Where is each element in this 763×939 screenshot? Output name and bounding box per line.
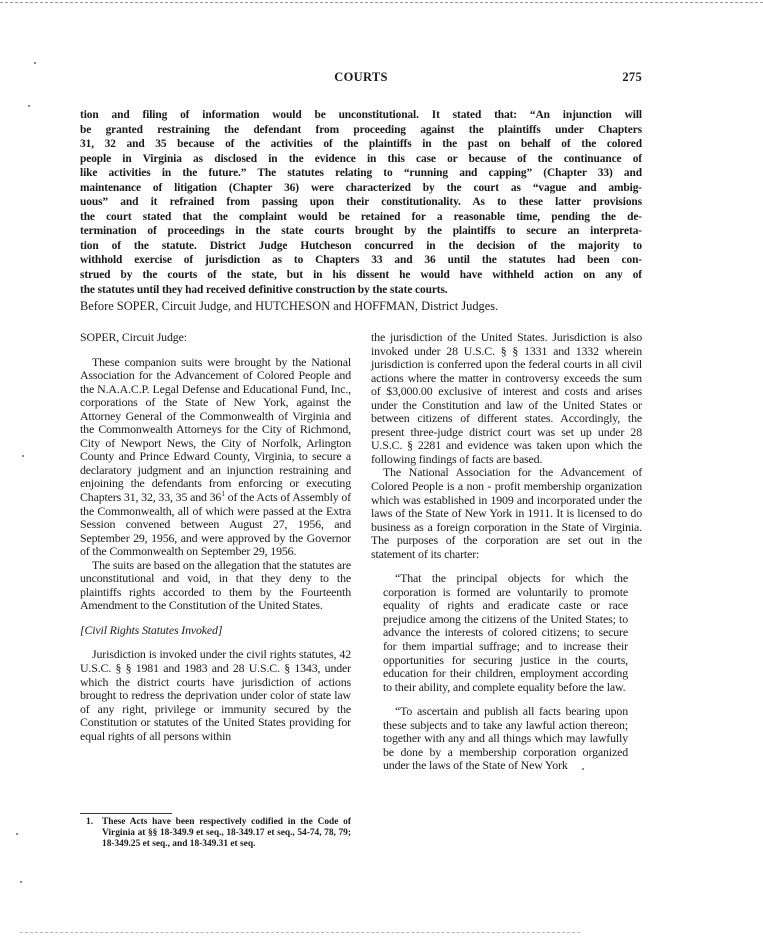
- page-number: 275: [622, 70, 642, 84]
- opinion-paragraph: Jurisdiction is invoked under the civil rights statutes, 42 U.S.C. § § 1981 and 1983 and 28 U.S.C. § 1343, under which the district courts have jurisdiction of actions brought to redress the deprivation under color of state law of any right, privilege or immunity secured by the Constitution or statutes of the United States providing for equal rights of all persons within: [80, 647, 351, 743]
- left-column: [80, 331, 351, 743]
- charter-quote: “To ascertain and publish all facts bearing upon these subjects and to take any lawful action thereon; together with any and all things which may lawfully be done by a membership corporation organized under the laws of the State of New York: [383, 704, 628, 773]
- scan-speck: [16, 833, 18, 835]
- summary-line: the statutes until they had received definitive construction by the state courts.: [80, 283, 448, 296]
- bench-line: Before SOPER, Circuit Judge, and HUTCHESON and HOFFMAN, District Judges.: [80, 299, 499, 313]
- summary-line: like activities in the future.” The statutes relating to “running and capping” (Chapter 33) and: [80, 167, 642, 180]
- opinion-paragraph: The suits are based on the allegation that the statutes are unconstitutional and void, in that they deny to the plaintiffs rights accorded to them by the Fourteenth Amendment to the Constitution of the United States.: [80, 557, 351, 613]
- summary-line: strued by the courts of the state, but in his dissent he would have withheld action on any of: [80, 269, 642, 282]
- footnote: [80, 817, 351, 851]
- opinion-paragraph: the jurisdiction of the United States. Jurisdiction is also invoked under 28 U.S.C. § § 1331 and 1332 wherein jurisdiction is conferred upon the federal courts in all civil actions where the matter in controversy exceeds the sum of $3,000.00 exclusive of interest and costs and arises under the Constitution and law of the United States or between citizens of different states. Accordingly, the present three-judge district court was set up under 28 U.S.C. § 2281 and evidence was taken upon which the following findings of facts are based.: [371, 330, 642, 466]
- summary-line: people in Virginia as disclosed in the evidence in this case or because of the continuance of: [80, 152, 642, 165]
- charter-quote: “That the principal objects for which the corporation is formed are voluntarily to promote equality of rights and eradicate caste or race prejudice among the citizens of the United States; to advance the interests of colored citizens; to secure for them impartial suffrage; and to increase their opportunities for securing justice in the courts, education for their children, employment according to their ability, and complete equality before the law.: [383, 571, 628, 694]
- summary-line: 31, 32 and 35 because of the activities of the plaintiffs in the past on behalf of the colored: [80, 138, 642, 151]
- scan-speck: [20, 881, 22, 883]
- summary-line: withhold exercise of jurisdiction as to Chapters 33 and 36 until the statutes had been con-: [80, 254, 642, 267]
- judge-label: SOPER, Circuit Judge:: [80, 330, 187, 344]
- running-header: [80, 70, 642, 86]
- running-title: COURTS: [334, 70, 388, 84]
- opinion-paragraph: These companion suits were brought by the National Association for the Advancement of Colored People and the N.A.A.C.P. Legal Defense and Educational Fund, Inc., corporations of the State of New York, against the Attorney General of the Commonwealth of Virginia and the Commonwealth Attorneys for the City of Richmond, City of Newport News, the City of Norfolk, Arlington County and Prince Edward County, Virginia, to secure a declaratory judgment and an injunction restraining and enjoining the defendants from enforcing or executing Chapters 31, 32, 33, 35 and $36^1$ of the Acts of Assembly of the Commonwealth, all of which were passed at the Extra Session convened between August 27, 1956, and September 29, 1956, and were approved by the Governor of the Commonwealth on September 29, 1956.: [80, 354, 351, 559]
- summary-line: tion and filing of information would be unconstitutional. It stated that: “An injunction will: [80, 109, 642, 121]
- summary-line: tion of the statute. District Judge Hutcheson concurred in the decision of the majority to: [80, 239, 642, 252]
- bottom-scan-edge: [20, 932, 580, 933]
- scan-speck: [34, 62, 36, 64]
- footnote-number: 1.: [86, 817, 94, 827]
- summary-line: the court stated that the complaint would be retained for a reasonable time, pending the de-: [80, 210, 642, 223]
- footnote-text: These Acts have been respectively codified in the Code of Virginia at §§ 18-349.9 et seq., 18-349.17 et seq., 54-74, 78, 79; 18-349.25 et seq., and 18-349.31 et seq.: [102, 817, 351, 850]
- section-heading: [Civil Rights Statutes Invoked]: [80, 622, 223, 637]
- scan-speck: [22, 455, 24, 457]
- footnote-marker[interactable]: 1: [221, 489, 225, 499]
- footnote-rule: [80, 813, 172, 814]
- summary-line: uous” and it refrained from passing upon their constitutionality. As to these latter provisions: [80, 196, 642, 209]
- opinion-paragraph: The National Association for the Advancement of Colored People is a non - profit membership organization which was established in 1909 and incorporated under the laws of the State of New York in 1911. It is licensed to do business as a foreign corporation in the State of Virginia. The purposes of the corporation are set out in the statement of its charter:: [371, 465, 642, 561]
- summary-line: maintenance of litigation (Chapter 36) were characterized by the court as “vague and ambig-: [80, 181, 642, 194]
- right-column: [371, 331, 642, 773]
- scan-speck: [28, 105, 30, 107]
- summary-line: termination of proceedings in the state courts brought by the plaintiffs to secure an interpreta-: [80, 225, 642, 238]
- summary-line: be granted restraining the defendant from proceeding against the plaintiffs under Chapters: [80, 123, 642, 136]
- case-summary: [80, 108, 642, 297]
- top-scan-edge: [0, 2, 763, 3]
